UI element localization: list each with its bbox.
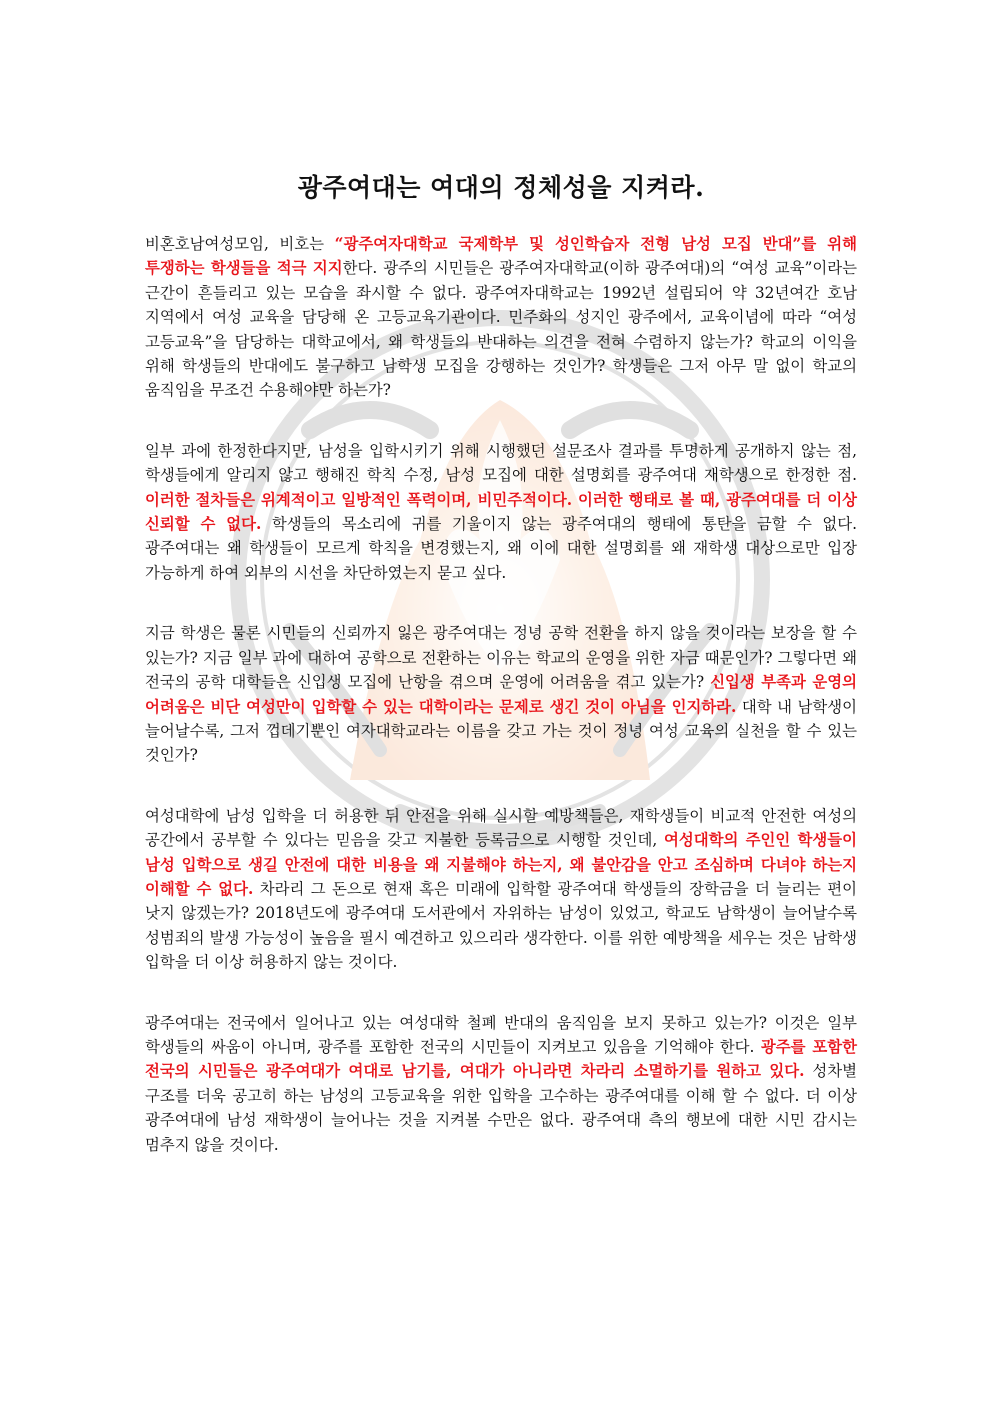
paragraph-2 (145, 439, 857, 585)
paragraph-3 (145, 621, 857, 767)
paragraph-3-text-2: 대학 내 남학생이 늘어날수록, 그저 껍데기뿐인 여자대학교라는 이름을 갖고 가는 것이 정녕 여성 교육의 실천을 할 수 있는 것인가? (145, 697, 858, 765)
paragraph-1-text-2: 한다. 광주의 시민들은 광주여자대학교(이하 광주여대)의 “여성 교육”이라는 근간이 흔들리고 있는 모습을 좌시할 수 없다. 광주여자대학교는 1992년 설립되어 약 32년여간 호남 지역에서 여성 교육을 담당해 온 고등교육기관이다. 민주화의 성지인 광주에서, 교육이념에 따라 “여성 고등교육”을 담당하는 대학교에서, 왜 학생들의 반대하는 의견을 전혀 수렴하지 않는가? 학교의 이익을 위해 학생들의 반대에도 불구하고 남학생 모집을 강행하는 것인가? 학생들은 그저 아무 말 없이 학교의 움직임을 무조건 수용해야만 하는가? (145, 259, 858, 400)
paragraph-1-text-1: 비혼호남여성모임, 비호는 (145, 235, 335, 253)
paragraph-2-text-1: 일부 과에 한정한다지만, 남성을 입학시키기 위해 시행했던 설문조사 결과를 투명하게 공개하지 않는 점, 학생들에게 알리지 않고 행해진 학칙 수정, 남성 모집에 대한 설명회를 광주여대 재학생으로 한정한 점. (145, 441, 857, 485)
paragraph-1 (145, 232, 857, 403)
paragraph-4-text-2: 차라리 그 돈으로 현재 혹은 미래에 입학할 광주여대 학생들의 장학금을 더 늘리는 편이 낫지 않겠는가? 2018년도에 광주여대 도서관에서 자위하는 남성이 있었고, 학교도 남학생이 늘어날수록 성범죄의 발생 가능성이 높음을 필시 예견하고 있으리라 생각한다. 이를 위한 예방책을 세우는 것은 남학생 입학을 더 이상 허용하지 않는 것이다. (145, 879, 857, 972)
paragraph-5-text-1: 광주여대는 전국에서 일어나고 있는 여성대학 철폐 반대의 움직임을 보지 못하고 있는가? 이것은 일부 학생들의 싸움이 아니며, 광주를 포함한 전국의 시민들이 지켜보고 있음을 기억해야 한다. (145, 1013, 857, 1056)
paragraph-4 (145, 804, 857, 975)
paragraph-1-highlight: “광주여자대학교 국제학부 및 성인학습자 전형 남성 모집 반대”를 위해 투쟁하는 학생들을 적극 지지 (145, 235, 858, 278)
paragraph-5-text-2: 성차별 구조를 더욱 공고히 하는 남성의 고등교육을 위한 입학을 고수하는 광주여대를 이해 할 수 없다. 더 이상 광주여대에 남성 재학생이 늘어나는 것을 지켜볼 수만은 없다. 광주여대 측의 행보에 대한 시민 감시는 멈추지 않을 것이다. (145, 1062, 858, 1154)
paragraph-4-text-1: 여성대학에 남성 입학을 더 허용한 뒤 안전을 위해 실시할 예방책들은, 재학생들이 비교적 안전한 여성의 공간에서 공부할 수 있다는 믿음을 갖고 지불한 등록금으로 시행할 것인데, (145, 806, 857, 850)
paragraph-2-text-2: 학생들의 목소리에 귀를 기울이지 않는 광주여대의 행태에 통탄을 금할 수 없다. 광주여대는 왜 학생들이 모르게 학칙을 변경했는지, 왜 이에 대한 설명회를 왜 재학생 대상으로만 입장 가능하게 하여 외부의 시선을 차단하였는지 묻고 싶다. (145, 515, 858, 582)
paragraph-2-highlight: 이러한 절차들은 위계적이고 일방적인 폭력이며, 비민주적이다. 이러한 행태로 볼 때, 광주여대를 더 이상 신뢰할 수 없다. (145, 490, 857, 534)
paragraph-4-highlight: 여성대학의 주인인 학생들이 남성 입학으로 생길 안전에 대한 비용을 왜 지불해야 하는지, 왜 불안감을 안고 조심하며 다녀야 하는지 이해할 수 없다. (145, 831, 857, 898)
document-title: 광주여대는 여대의 정체성을 지켜라. (297, 173, 705, 202)
paragraph-3-highlight: 신입생 부족과 운영의 어려움은 비단 여성만이 입학할 수 있는 대학이라는 문제로 생긴 것이 아님을 인지하라. (145, 673, 857, 716)
paragraph-5-highlight: 광주를 포함한 전국의 시민들은 광주여대가 여대로 남기를, 여대가 아니라면 차라리 소멸하기를 원하고 있다. (145, 1037, 858, 1081)
document-body (145, 168, 857, 1193)
paragraph-5 (145, 1011, 857, 1157)
paragraph-3-text-1: 지금 학생은 물론 시민들의 신뢰까지 잃은 광주여대는 정녕 공학 전환을 하지 않을 것이라는 보장을 할 수 있는가? 지금 일부 과에 대하여 공학으로 전환하는 이유는 학교의 운영을 위한 자금 때문인가? 그렇다면 왜 전국의 공학 대학들은 신입생 모집에 난항을 겪으며 운영에 어려움을 겪고 있는가? (145, 624, 857, 692)
